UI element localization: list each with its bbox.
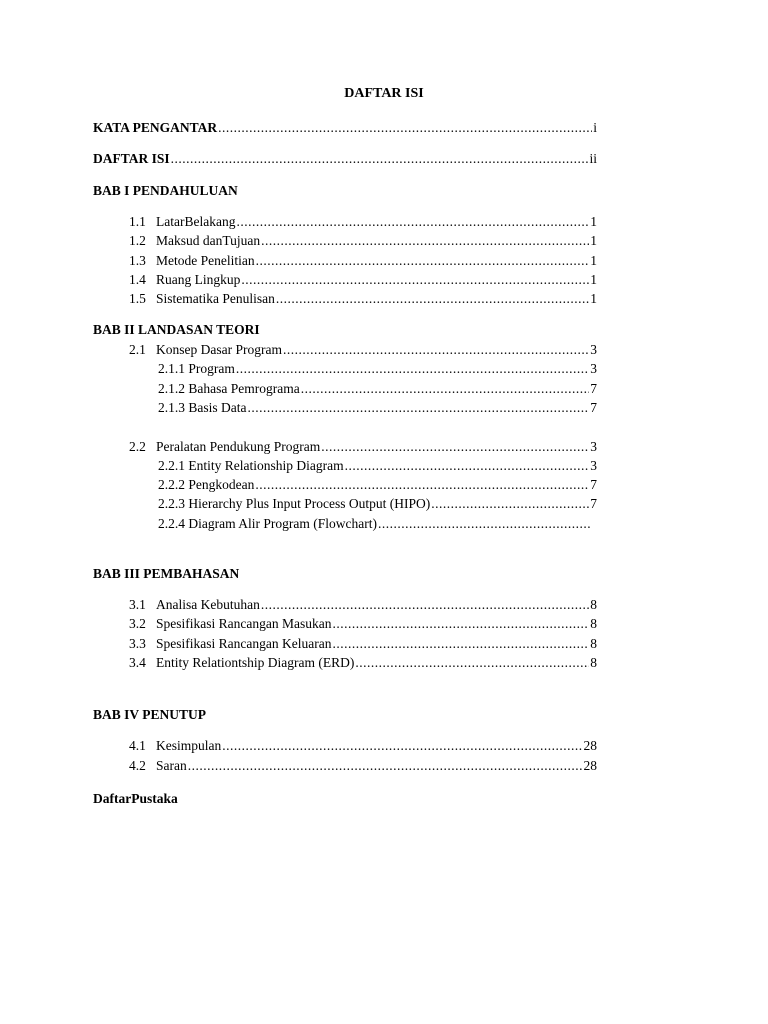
toc-page: 1: [590, 214, 597, 229]
dot-leader: [332, 615, 589, 633]
chapter-heading-bab1: BAB I PENDAHULUAN: [93, 183, 238, 198]
toc-page: 8: [590, 636, 597, 651]
toc-page: 8: [590, 655, 597, 670]
toc-label: 2.2.1 Entity Relationship Diagram: [158, 458, 344, 473]
toc-entry[interactable]: [129, 438, 597, 456]
toc-page: 28: [583, 738, 597, 753]
dot-leader: [236, 213, 589, 231]
toc-entry[interactable]: [129, 615, 597, 633]
toc-label: 1.4 Ruang Lingkup: [129, 272, 241, 287]
toc-label: 3.1 Analisa Kebutuhan: [129, 597, 260, 612]
toc-label: 4.2 Saran: [129, 758, 187, 773]
toc-entry-daftar-isi[interactable]: [93, 150, 597, 168]
toc-entry-kata-pengantar[interactable]: [93, 119, 597, 137]
toc-entry[interactable]: [129, 290, 597, 308]
toc-entry[interactable]: [129, 737, 597, 755]
toc-page: 3: [590, 458, 597, 473]
toc-label: 2.1.1 Program: [158, 361, 235, 376]
toc-entry[interactable]: [129, 757, 597, 775]
toc-page: i: [593, 120, 597, 135]
toc-page: 7: [590, 400, 597, 415]
toc-page: 8: [590, 616, 597, 631]
toc-page: 1: [590, 233, 597, 248]
toc-entry[interactable]: [158, 457, 597, 475]
toc-page: 28: [583, 758, 597, 773]
toc-entry[interactable]: [158, 515, 592, 533]
toc-entry[interactable]: [129, 271, 597, 289]
toc-entry[interactable]: [129, 596, 597, 614]
toc-label: 1.3 Metode Penelitian: [129, 253, 255, 268]
toc-label: 4.1 Kesimpulan: [129, 738, 222, 753]
toc-label: 2.2.2 Pengkodean: [158, 477, 255, 492]
dot-leader: [355, 654, 589, 672]
dot-leader: [276, 290, 589, 308]
toc-entry[interactable]: [129, 252, 597, 270]
dot-leader: [255, 476, 589, 494]
toc-page: 3: [590, 439, 597, 454]
toc-label: 2.2.3 Hierarchy Plus Input Process Output (HIPO): [158, 496, 431, 511]
toc-entry-daftar-pustaka[interactable]: DaftarPustaka: [93, 791, 178, 806]
toc-entry[interactable]: [129, 654, 597, 672]
dot-leader: [241, 271, 589, 289]
dot-leader: [431, 495, 589, 513]
toc-entry[interactable]: [158, 360, 597, 378]
dot-leader: [171, 150, 589, 168]
toc-page: 7: [590, 381, 597, 396]
toc-label: 2.1.2 Bahasa Pemrograma: [158, 381, 300, 396]
dot-leader: [283, 341, 589, 359]
toc-label: 3.3 Spesifikasi Rancangan Keluaran: [129, 636, 332, 651]
toc-page: ii: [589, 151, 597, 166]
toc-page: 7: [590, 477, 597, 492]
dot-leader: [222, 737, 582, 755]
toc-entry[interactable]: [158, 380, 597, 398]
toc-label: KATA PENGANTAR: [93, 120, 218, 135]
toc-entry[interactable]: [158, 399, 597, 417]
dot-leader: [256, 252, 590, 270]
toc-label: 3.4 Entity Relationtship Diagram (ERD): [129, 655, 355, 670]
toc-page: 8: [590, 597, 597, 612]
toc-label: 2.2 Peralatan Pendukung Program: [129, 439, 321, 454]
dot-leader: [321, 438, 589, 456]
toc-page: 1: [590, 253, 597, 268]
dot-leader: [332, 635, 589, 653]
toc-label: DAFTAR ISI: [93, 151, 170, 166]
page-title: DAFTAR ISI: [344, 86, 424, 101]
dot-leader: [218, 119, 592, 137]
toc-entry[interactable]: [158, 476, 597, 494]
toc-entry[interactable]: [129, 635, 597, 653]
toc-label: 2.1.3 Basis Data: [158, 400, 247, 415]
dot-leader: [248, 399, 590, 417]
chapter-heading-bab3: BAB III PEMBAHASAN: [93, 566, 240, 581]
chapter-heading-bab2: BAB II LANDASAN TEORI: [93, 322, 260, 337]
toc-entry[interactable]: [129, 213, 597, 231]
toc-entry[interactable]: [158, 495, 597, 513]
toc-label: 2.2.4 Diagram Alir Program (Flowchart): [158, 516, 377, 531]
toc-label: 3.2 Spesifikasi Rancangan Masukan: [129, 616, 332, 631]
dot-leader: [301, 380, 590, 398]
dot-leader: [345, 457, 590, 475]
dot-leader: [236, 360, 589, 378]
toc-entry[interactable]: [129, 341, 597, 359]
toc-label: 2.1 Konsep Dasar Program: [129, 342, 282, 357]
dot-leader: [378, 515, 591, 533]
dot-leader: [261, 232, 589, 250]
dot-leader: [188, 757, 583, 775]
toc-page: 3: [590, 361, 597, 376]
toc-entry[interactable]: [129, 232, 597, 250]
toc-page: 1: [590, 272, 597, 287]
toc-page: 1: [590, 291, 597, 306]
chapter-heading-bab4: BAB IV PENUTUP: [93, 707, 207, 722]
toc-label: 1.5 Sistematika Penulisan: [129, 291, 275, 306]
dot-leader: [261, 596, 589, 614]
toc-label: 1.1 LatarBelakang: [129, 214, 236, 229]
toc-page: 7: [590, 496, 597, 511]
toc-label: 1.2 Maksud danTujuan: [129, 233, 261, 248]
toc-page: 3: [590, 342, 597, 357]
